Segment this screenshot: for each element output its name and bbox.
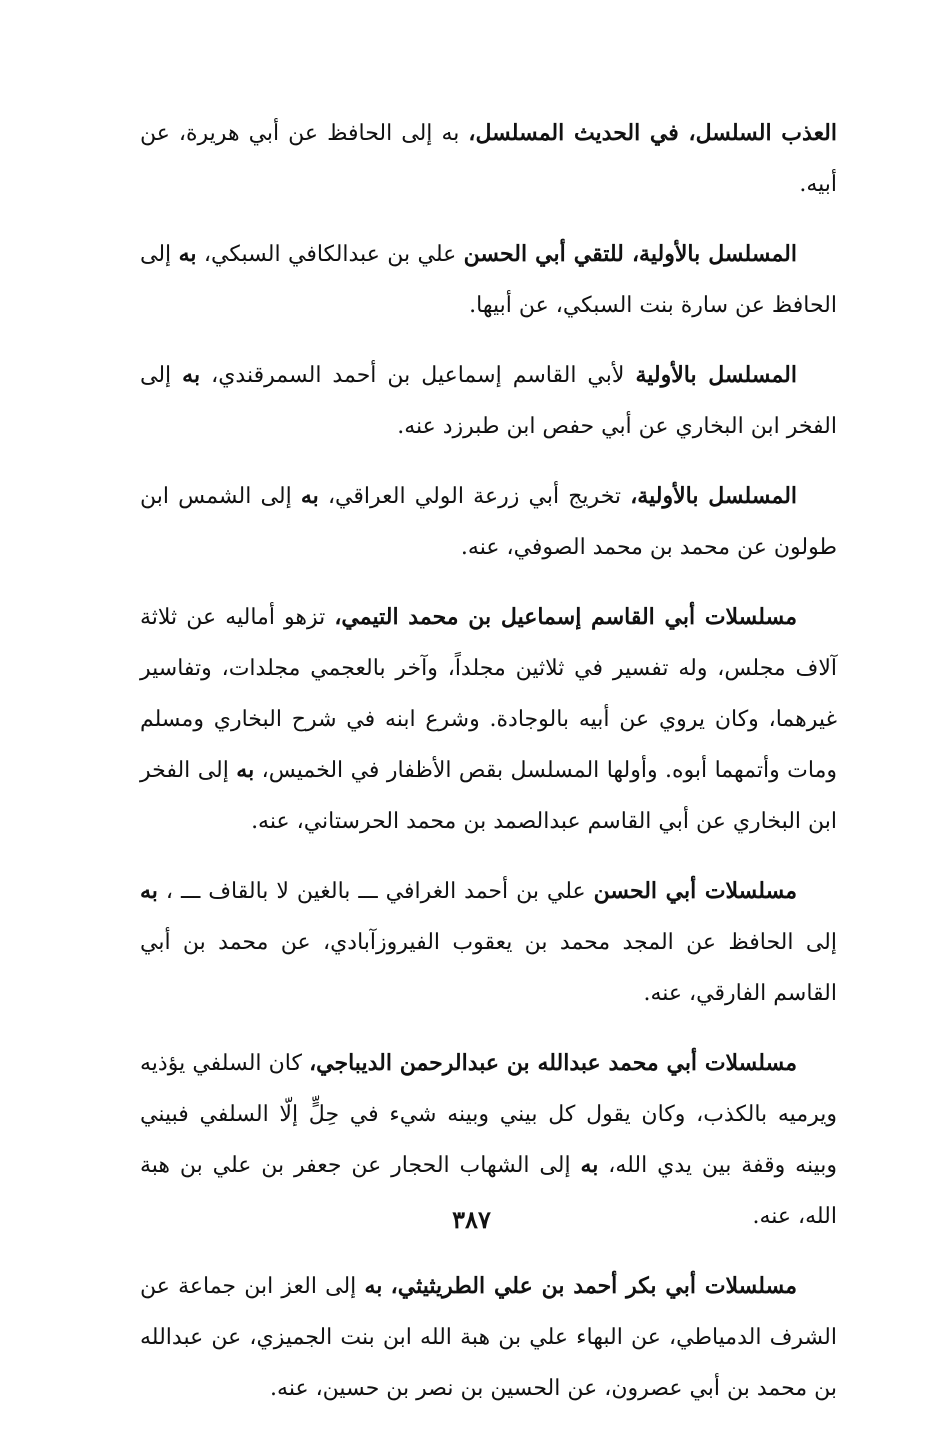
paragraph-8 <box>140 1261 837 1414</box>
paragraph-5-text: تزهو أماليه عن ثلاثة آلاف مجلس، وله تفسير في ثلاثين مجلداً، وآخر بالعجمي مجلدات، وتفاسير غيرهما، وكان يروي عن أبيه بالوجادة. وشرع ابنه في شرح البخاري ومسلم ومات وأتمهما أبوه. وأولها المسلسل بقص الأظفار في الخميس، <box>140 605 837 783</box>
paragraph-6-text: علي بن أحمد الغرافي ـــ بالغين لا بالقاف ـــ ، <box>157 879 594 904</box>
paragraph-3-text: لأبي القاسم إسماعيل بن أحمد السمرقندي، <box>200 363 636 388</box>
paragraph-6-heading: مسلسلات أبي الحسن <box>593 878 797 904</box>
paragraph-4-text: تخريج أبي زرعة الولي العراقي، <box>318 484 631 509</box>
paragraph-7-bih: به <box>580 1152 599 1178</box>
paragraph-5 <box>140 592 837 847</box>
paragraph-1 <box>140 108 837 210</box>
page-body <box>140 108 837 1433</box>
paragraph-6-bih: به <box>140 878 158 904</box>
paragraph-3 <box>140 350 837 452</box>
paragraph-2-text: علي بن عبدالكافي السبكي، <box>196 242 464 267</box>
paragraph-2-bih: به <box>178 241 197 267</box>
paragraph-5-bih: به <box>236 757 255 783</box>
paragraph-4-text-2: إلى الشمس ابن طولون عن محمد بن محمد الصوفي، عنه. <box>140 484 837 560</box>
paragraph-2 <box>140 229 837 331</box>
paragraph-7-heading: مسلسلات أبي محمد عبدالله بن عبدالرحمن الديباجي، <box>309 1050 797 1076</box>
paragraph-3-heading: المسلسل بالأولية <box>635 362 797 388</box>
page-number: ٣٨٧ <box>452 1205 491 1234</box>
paragraph-4-heading: المسلسل بالأولية، <box>630 483 798 509</box>
paragraph-4-bih: به <box>300 483 319 509</box>
paragraph-1-text: به إلى الحافظ عن أبي هريرة، عن أبيه. <box>140 121 837 197</box>
paragraph-7-text-2: إلى الشهاب الحجار عن جعفر بن علي بن هبة الله، عنه. <box>140 1153 837 1229</box>
paragraph-5-heading: مسلسلات أبي القاسم إسماعيل بن محمد التيمي، <box>334 604 797 630</box>
paragraph-1-heading: العذب السلسل، في الحديث المسلسل، <box>468 120 837 146</box>
paragraph-2-text-2: إلى الحافظ عن سارة بنت السبكي، عن أبيها. <box>140 242 837 318</box>
paragraph-8-heading: مسلسلات أبي بكر أحمد بن علي الطريثيثي، <box>390 1273 797 1299</box>
paragraph-8-text: إلى العز ابن جماعة عن الشرف الدمياطي، عن البهاء علي بن هبة الله ابن بنت الجميزي، عن عبدالله بن محمد بن أبي عصرون، عن الحسين بن نصر بن حسين، عنه. <box>140 1274 837 1401</box>
paragraph-7-text: كان السلفي يؤذيه ويرميه بالكذب، وكان يقول كل بيني وبينه شيء في حِلٍّ إلّا السلفي فبيني وبينه وقفة بين يدي الله، <box>140 1051 837 1178</box>
paragraph-6-text-2: إلى الحافظ عن المجد محمد بن يعقوب الفيروزآبادي، عن محمد بن أبي القاسم الفارقي، عنه. <box>140 930 837 1006</box>
paragraph-3-bih: به <box>182 362 201 388</box>
paragraph-6 <box>140 866 837 1019</box>
paragraph-5-text-2: إلى الفخر ابن البخاري عن أبي القاسم عبدالصمد بن محمد الحرستاني، عنه. <box>140 758 837 834</box>
paragraph-3-text-2: إلى الفخر ابن البخاري عن أبي حفص ابن طبرزد عنه. <box>140 363 837 439</box>
paragraph-2-heading: المسلسل بالأولية، للتقي أبي الحسن <box>463 241 797 267</box>
paragraph-4 <box>140 471 837 573</box>
paragraph-8-bih: به <box>364 1273 383 1299</box>
paragraph-8-space <box>382 1274 390 1299</box>
